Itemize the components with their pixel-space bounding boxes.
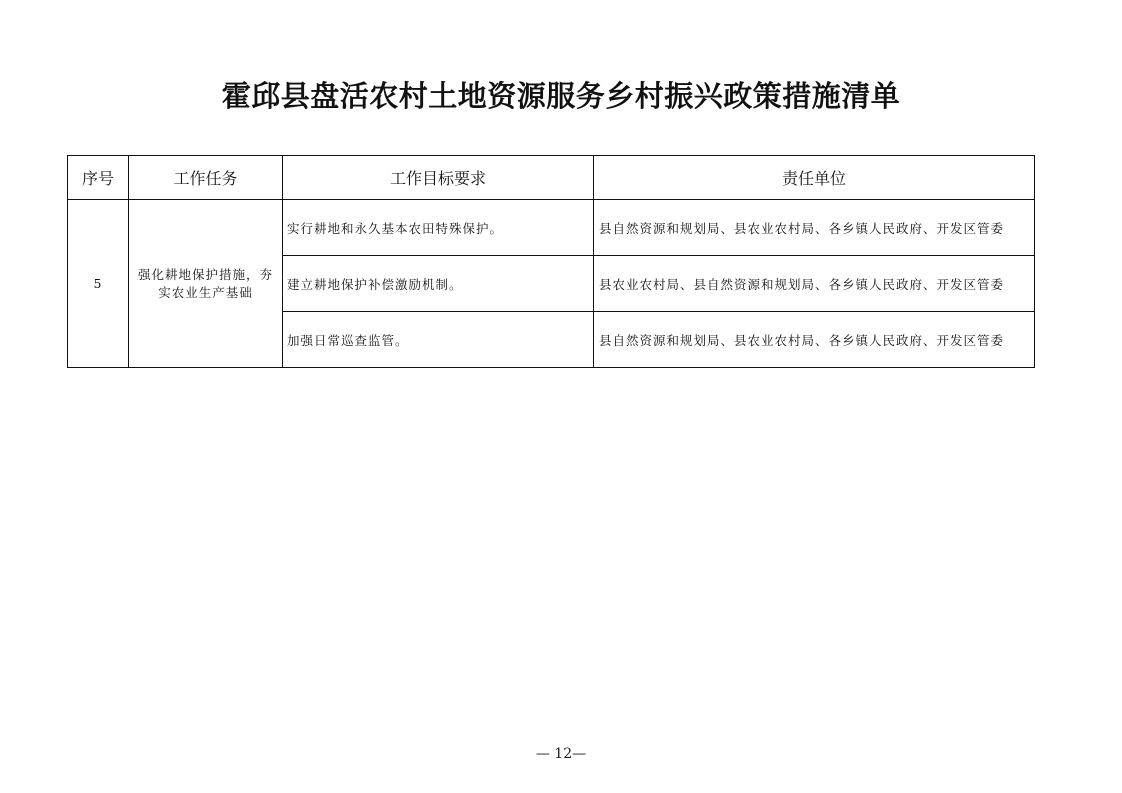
table-header-row <box>68 156 1035 200</box>
header-goal: 工作目标要求 <box>283 156 594 200</box>
goal-cell: 加强日常巡查监管。 <box>283 312 594 368</box>
policy-measures-table <box>67 155 1035 368</box>
page-number: — 12— <box>535 746 587 762</box>
table-row <box>68 200 1035 256</box>
task-line: 强化耕地保护措施，夯 <box>137 266 273 282</box>
unit-cell: 县自然资源和规划局、县农业农村局、各乡镇人民政府、开发区管委 <box>594 312 1035 368</box>
header-unit: 责任单位 <box>594 156 1035 200</box>
goal-cell: 建立耕地保护补偿激励机制。 <box>283 256 594 312</box>
seq-cell: 5 <box>68 200 129 368</box>
unit-cell: 县农业农村局、县自然资源和规划局、各乡镇人民政府、开发区管委 <box>594 256 1035 312</box>
task-cell <box>129 200 283 368</box>
header-task: 工作任务 <box>129 156 283 200</box>
document-title: 霍邱县盘活农村土地资源服务乡村振兴政策措施清单 <box>221 79 901 113</box>
goal-cell: 实行耕地和永久基本农田特殊保护。 <box>283 200 594 256</box>
header-seq: 序号 <box>68 156 129 200</box>
task-line: 实农业生产基础 <box>158 284 253 300</box>
unit-cell: 县自然资源和规划局、县农业农村局、各乡镇人民政府、开发区管委 <box>594 200 1035 256</box>
